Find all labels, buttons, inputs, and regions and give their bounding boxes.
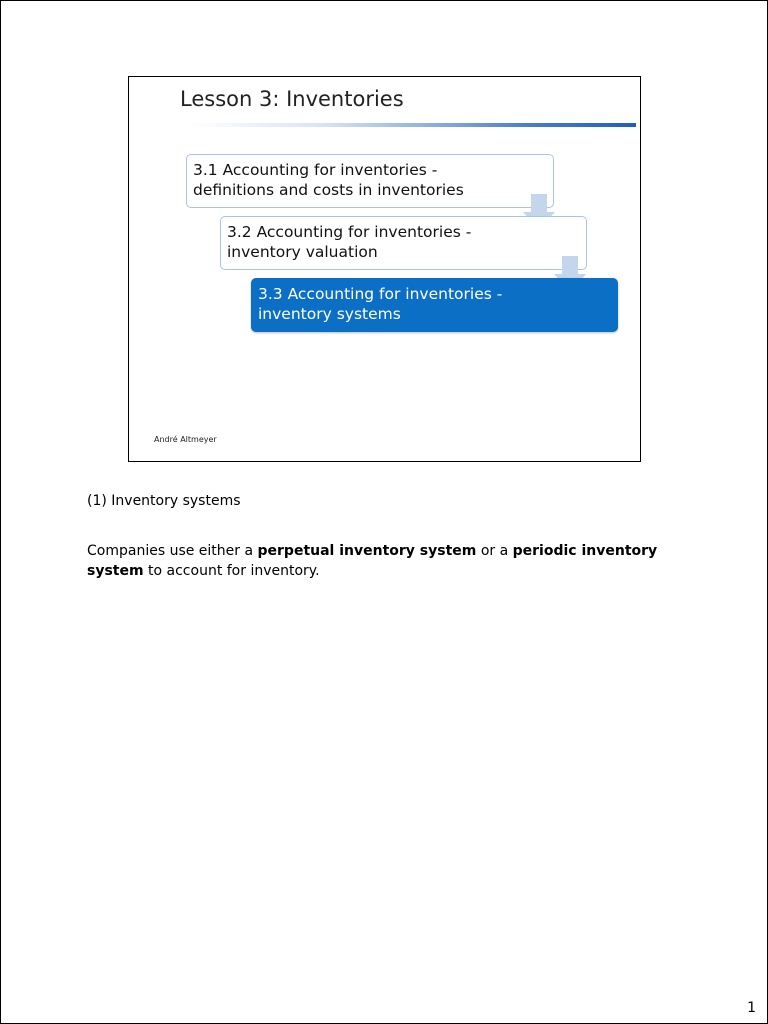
lesson-item-3-2 (220, 216, 587, 270)
lesson-item-line2: inventory valuation (227, 243, 378, 261)
notes-text: Companies use either a (87, 543, 258, 559)
slide-thumbnail (128, 76, 641, 462)
lesson-item-line2: inventory systems (258, 305, 401, 323)
slide-author: André Altmeyer (154, 435, 217, 444)
title-underline (189, 123, 636, 127)
lesson-item-3-1 (186, 154, 554, 208)
slide-title: Lesson 3: Inventories (180, 87, 404, 111)
notes-bold-term: periodic inventory system (87, 543, 658, 579)
lesson-item-line1: 3.2 Accounting for inventories - (227, 223, 472, 241)
notes-paragraph (87, 541, 687, 581)
notes-text: to account for inventory. (143, 563, 320, 579)
notes-heading: (1) Inventory systems (87, 493, 241, 509)
lesson-item-line1: 3.1 Accounting for inventories - (193, 161, 438, 179)
notes-text: or a (476, 543, 513, 559)
notes-bold-term: perpetual inventory system (257, 543, 477, 559)
lesson-item-line1: 3.3 Accounting for inventories - (258, 285, 503, 303)
lesson-item-3-3-active (251, 278, 618, 332)
page-number: 1 (747, 1000, 756, 1016)
lesson-item-line2: definitions and costs in inventories (193, 181, 464, 199)
